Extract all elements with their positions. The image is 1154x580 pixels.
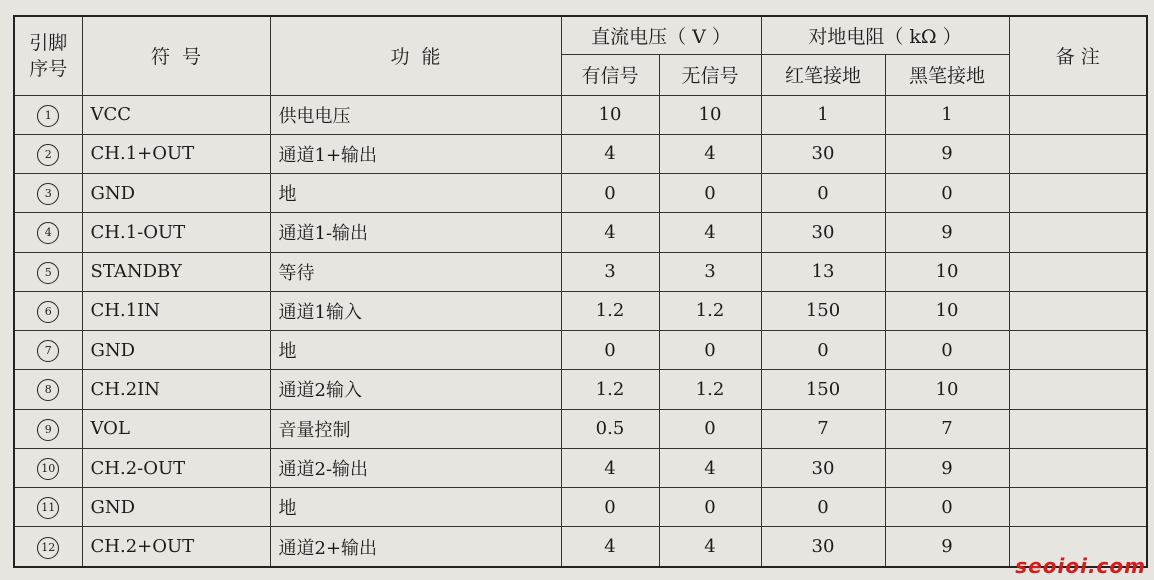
resistance-red-ground-cell: 30 [761,448,885,487]
header-dc-voltage: 直流电压（ V ） [561,16,761,54]
symbol-cell: VCC [82,95,270,134]
pin-number-cell [14,134,82,173]
header-pin-number: 引脚 序号 [14,16,82,95]
resistance-black-ground-cell: 7 [885,409,1009,448]
voltage-no-signal-cell: 4 [659,448,761,487]
resistance-black-ground-cell: 10 [885,291,1009,330]
symbol-cell: GND [82,331,270,370]
voltage-no-signal-cell: 0 [659,488,761,527]
table-row [14,370,1147,409]
pin-number-cell [14,409,82,448]
pin-number-circle: 9 [37,419,59,441]
pin-number-cell [14,488,82,527]
header-remarks: 备 注 [1009,16,1147,95]
remarks-cell [1009,488,1147,527]
pin-number-circle: 4 [37,222,59,244]
pin-number-circle: 11 [37,497,59,519]
table-row [14,174,1147,213]
pin-number-circle: 12 [37,537,59,559]
remarks-cell [1009,448,1147,487]
resistance-red-ground-cell: 0 [761,488,885,527]
function-cell: 通道1+输出 [270,134,561,173]
table-row [14,252,1147,291]
resistance-red-ground-cell: 0 [761,331,885,370]
symbol-cell: CH.2+OUT [82,527,270,567]
function-cell: 通道2+输出 [270,527,561,567]
remarks-cell [1009,291,1147,330]
table-row [14,134,1147,173]
voltage-with-signal-cell: 4 [561,448,659,487]
symbol-cell: CH.1IN [82,291,270,330]
symbol-cell: CH.1+OUT [82,134,270,173]
voltage-with-signal-cell: 0 [561,488,659,527]
symbol-cell: GND [82,174,270,213]
pin-number-circle: 8 [37,379,59,401]
pin-number-cell [14,95,82,134]
remarks-cell [1009,331,1147,370]
header-symbol: 符 号 [82,16,270,95]
symbol-cell: GND [82,488,270,527]
remarks-cell [1009,409,1147,448]
table-row [14,331,1147,370]
function-cell: 地 [270,331,561,370]
remarks-cell [1009,370,1147,409]
voltage-no-signal-cell: 3 [659,252,761,291]
voltage-with-signal-cell: 0 [561,174,659,213]
pin-number-cell [14,252,82,291]
table-body [14,95,1147,567]
function-cell: 通道2输入 [270,370,561,409]
resistance-red-ground-cell: 150 [761,291,885,330]
watermark: seoioi.com [1015,554,1146,578]
resistance-red-ground-cell: 1 [761,95,885,134]
function-cell: 地 [270,174,561,213]
voltage-no-signal-cell: 0 [659,409,761,448]
remarks-cell [1009,134,1147,173]
resistance-black-ground-cell: 9 [885,213,1009,252]
remarks-cell [1009,252,1147,291]
pin-number-circle: 3 [37,183,59,205]
header-ground-resistance: 对地电阻（ kΩ ） [761,16,1009,54]
pin-number-circle: 10 [37,458,59,480]
voltage-with-signal-cell: 4 [561,527,659,567]
voltage-no-signal-cell: 10 [659,95,761,134]
pin-number-cell [14,370,82,409]
remarks-cell [1009,95,1147,134]
pin-number-circle: 6 [37,301,59,323]
symbol-cell: CH.1-OUT [82,213,270,252]
voltage-no-signal-cell: 4 [659,213,761,252]
symbol-cell: VOL [82,409,270,448]
voltage-with-signal-cell: 4 [561,213,659,252]
voltage-no-signal-cell: 4 [659,527,761,567]
pin-number-cell [14,527,82,567]
table-row [14,409,1147,448]
function-cell: 通道1-输出 [270,213,561,252]
remarks-cell [1009,174,1147,213]
table-row [14,95,1147,134]
table-row [14,527,1147,567]
header-no-signal: 无信号 [659,54,761,95]
voltage-with-signal-cell: 1.2 [561,291,659,330]
header-red-probe-ground: 红笔接地 [761,54,885,95]
voltage-no-signal-cell: 0 [659,174,761,213]
function-cell: 供电电压 [270,95,561,134]
resistance-red-ground-cell: 30 [761,527,885,567]
voltage-with-signal-cell: 0.5 [561,409,659,448]
resistance-black-ground-cell: 10 [885,370,1009,409]
pin-number-cell [14,291,82,330]
resistance-red-ground-cell: 0 [761,174,885,213]
voltage-with-signal-cell: 1.2 [561,370,659,409]
resistance-red-ground-cell: 150 [761,370,885,409]
resistance-red-ground-cell: 30 [761,134,885,173]
pin-number-circle: 1 [37,105,59,127]
resistance-black-ground-cell: 10 [885,252,1009,291]
pin-number-circle: 2 [37,144,59,166]
resistance-red-ground-cell: 7 [761,409,885,448]
symbol-cell: STANDBY [82,252,270,291]
resistance-black-ground-cell: 9 [885,527,1009,567]
voltage-with-signal-cell: 4 [561,134,659,173]
voltage-with-signal-cell: 3 [561,252,659,291]
resistance-black-ground-cell: 0 [885,488,1009,527]
pin-number-circle: 7 [37,340,59,362]
pin-data-table [13,15,1148,568]
function-cell: 地 [270,488,561,527]
voltage-no-signal-cell: 1.2 [659,370,761,409]
pin-number-cell [14,331,82,370]
voltage-no-signal-cell: 4 [659,134,761,173]
table-row [14,488,1147,527]
resistance-red-ground-cell: 30 [761,213,885,252]
resistance-black-ground-cell: 1 [885,95,1009,134]
header-black-probe-ground: 黑笔接地 [885,54,1009,95]
voltage-no-signal-cell: 0 [659,331,761,370]
pin-number-cell [14,213,82,252]
function-cell: 通道2-输出 [270,448,561,487]
function-cell: 音量控制 [270,409,561,448]
resistance-black-ground-cell: 9 [885,448,1009,487]
pin-number-cell [14,448,82,487]
table-row [14,448,1147,487]
voltage-with-signal-cell: 10 [561,95,659,134]
pin-number-circle: 5 [37,262,59,284]
function-cell: 通道1输入 [270,291,561,330]
resistance-red-ground-cell: 13 [761,252,885,291]
symbol-cell: CH.2IN [82,370,270,409]
symbol-cell: CH.2-OUT [82,448,270,487]
resistance-black-ground-cell: 0 [885,174,1009,213]
resistance-black-ground-cell: 9 [885,134,1009,173]
resistance-black-ground-cell: 0 [885,331,1009,370]
table-row [14,291,1147,330]
table-row [14,213,1147,252]
pin-number-cell [14,174,82,213]
header-function: 功 能 [270,16,561,95]
remarks-cell [1009,213,1147,252]
function-cell: 等待 [270,252,561,291]
voltage-no-signal-cell: 1.2 [659,291,761,330]
header-with-signal: 有信号 [561,54,659,95]
voltage-with-signal-cell: 0 [561,331,659,370]
